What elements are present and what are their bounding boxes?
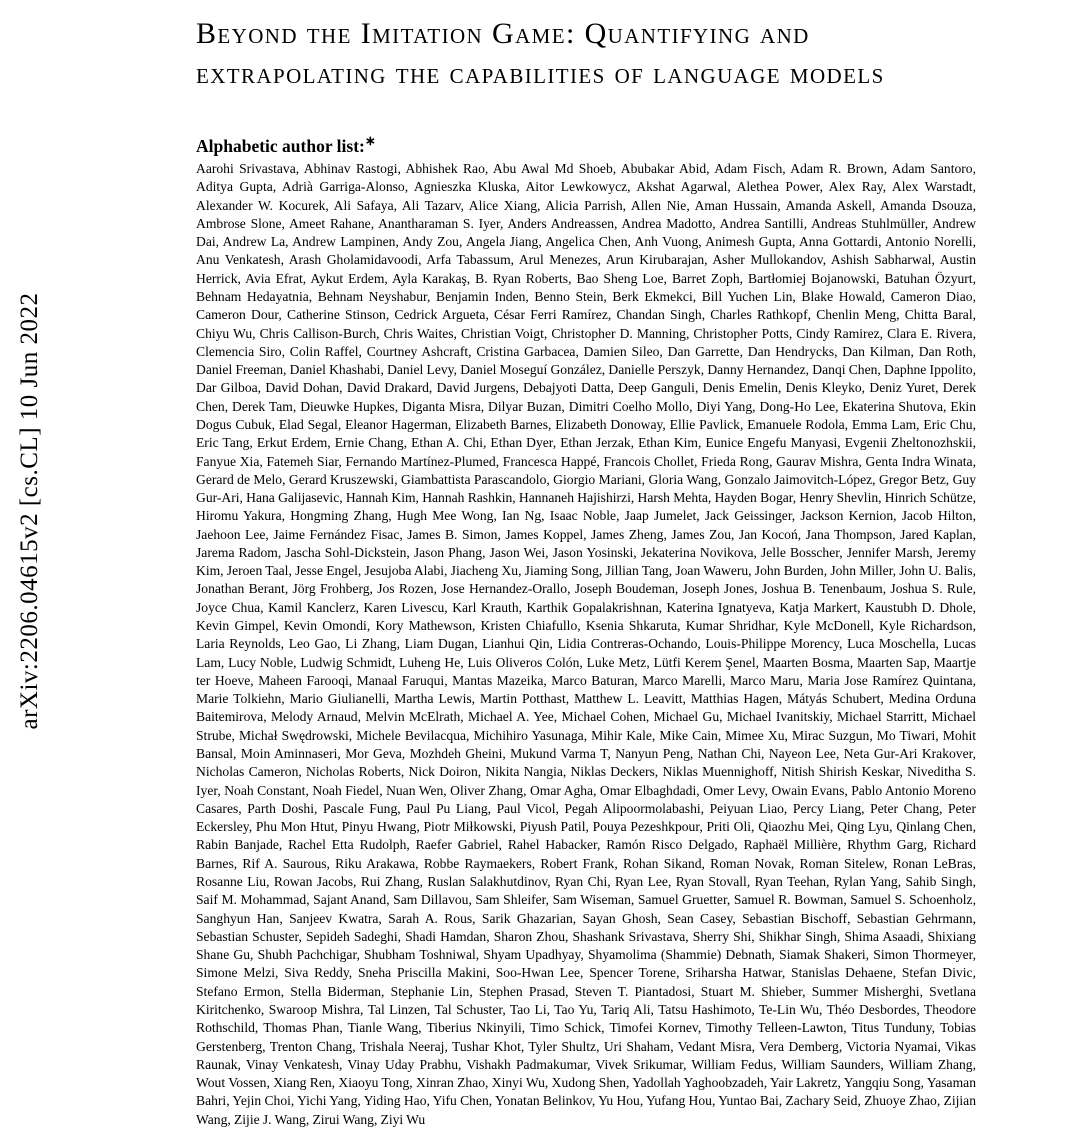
footnote-marker: ∗: [364, 133, 376, 149]
page-title: Beyond the Imitation Game: Quantifying and extrapolating the capabilities of language models: [196, 17, 885, 90]
authors-list: Aarohi Srivastava, Abhinav Rastogi, Abhishek Rao, Abu Awal Md Shoeb, Abubakar Abid, Adam Fisch, Adam R. Brown, Adam Santoro, Aditya Gupta, Adrià Garriga-Alonso, Agnieszka Kluska, Aitor Lewkowycz, Akshat Agarwal, Alethea Power, Alex Ray, Alex Warstadt, Alexander W. Kocurek, Ali Safaya, Ali Tazarv, Alice Xiang, Alicia Parrish, Allen Nie, Aman Hussain, Amanda Askell, Amanda Dsouza, Ambrose Slone, Ameet Rahane, Anantharaman S. Iyer, Anders Andreassen, Andrea Madotto, Andrea Santilli, Andreas Stuhlmüller, Andrew Dai, Andrew La, Andrew Lampinen, Andy Zou, Angela Jiang, Angelica Chen, Anh Vuong, Animesh Gupta, Anna Gottardi, Antonio Norelli, Anu Venkatesh, Arash Gholamidavoodi, Arfa Tabassum, Arul Menezes, Arun Kirubarajan, Asher Mullokandov, Ashish Sabharwal, Austin Herrick, Avia Efrat, Aykut Erdem, Ayla Karakaş, B. Ryan Roberts, Bao Sheng Loe, Barret Zoph, Bartłomiej Bojanowski, Batuhan Özyurt, Behnam Hedayatnia, Behnam Neyshabur, Benjamin Inden, Benno Stein, Berk Ekmekci, Bill Yuchen Lin, Blake Howald, Cameron Diao, Cameron Dour, Catherine Stinson, Cedrick Argueta, César Ferri Ramírez, Chandan Singh, Charles Rathkopf, Chenlin Meng, Chitta Baral, Chiyu Wu, Chris Callison-Burch, Chris Waites, Christian Voigt, Christopher D. Manning, Christopher Potts, Cindy Ramirez, Clara E. Rivera, Clemencia Siro, Colin Raffel, Courtney Ashcraft, Cristina Garbacea, Damien Sileo, Dan Garrette, Dan Hendrycks, Dan Kilman, Dan Roth, Daniel Freeman, Daniel Khashabi, Daniel Levy, Daniel Moseguí González, Danielle Perszyk, Danny Hernandez, Danqi Chen, Daphne Ippolito, Dar Gilboa, David Dohan, David Drakard, David Jurgens, Debajyoti Datta, Deep Ganguli, Denis Emelin, Denis Kleyko, Deniz Yuret, Derek Chen, Derek Tam, Dieuwke Hupkes, Diganta Misra, Dilyar Buzan, Dimitri Coelho Mollo, Diyi Yang, Dong-Ho Lee, Ekaterina Shutova, Ekin Dogus Cubuk, Elad Segal, Eleanor Hagerman, Elizabeth Barnes, Elizabeth Donoway, Ellie Pavlick, Emanuele Rodola, Emma Lam, Eric Chu, Eric Tang, Erkut Erdem, Ernie Chang, Ethan A. Chi, Ethan Dyer, Ethan Jerzak, Ethan Kim, Eunice Engefu Manyasi, Evgenii Zheltonozhskii, Fanyue Xia, Fatemeh Siar, Fernando Martínez-Plumed, Francesca Happé, Francois Chollet, Frieda Rong, Gaurav Mishra, Genta Indra Winata, Gerard de Melo, Gerard Kruszewski, Giambattista Parascandolo, Giorgio Mariani, Gloria Wang, Gonzalo Jaimovitch-López, Gregor Betz, Guy Gur-Ari, Hana Galijasevic, Hannah Kim, Hannah Rashkin, Hannaneh Hajishirzi, Harsh Mehta, Hayden Bogar, Henry Shevlin, Hinrich Schütze, Hiromu Yakura, Hongming Zhang, Hugh Mee Wong, Ian Ng, Isaac Noble, Jaap Jumelet, Jack Geissinger, Jackson Kernion, Jacob Hilton, Jaehoon Lee, Jaime Fernández Fisac, James B. Simon, James Koppel, James Zheng, James Zou, Jan Kocoń, Jana Thompson, Jared Kaplan, Jarema Radom, Jascha Sohl-Dickstein, Jason Phang, Jason Wei, Jason Yosinski, Jekaterina Novikova, Jelle Bosscher, Jennifer Marsh, Jeremy Kim, Jeroen Taal, Jesse Engel, Jesujoba Alabi, Jiacheng Xu, Jiaming Song, Jillian Tang, Joan Waweru, John Burden, John Miller, John U. Balis, Jonathan Berant, Jörg Frohberg, Jos Rozen, Jose Hernandez-Orallo, Joseph Boudeman, Joseph Jones, Joshua B. Tenenbaum, Joshua S. Rule, Joyce Chua, Kamil Kanclerz, Karen Livescu, Karl Krauth, Karthik Gopalakrishnan, Katerina Ignatyeva, Katja Markert, Kaustubh D. Dhole, Kevin Gimpel, Kevin Omondi, Kory Mathewson, Kristen Chiafullo, Ksenia Shkaruta, Kumar Shridhar, Kyle McDonell, Kyle Richardson, Laria Reynolds, Leo Gao, Li Zhang, Liam Dugan, Lianhui Qin, Lidia Contreras-Ochando, Louis-Philippe Morency, Luca Moschella, Lucas Lam, Lucy Noble, Ludwig Schmidt, Luheng He, Luis Oliveros Colón, Luke Metz, Lütfi Kerem Şenel, Maarten Bosma, Maarten Sap, Maartje ter Hoeve, Maheen Farooqi, Manaal Faruqui, Mantas Mazeika, Marco Baturan, Marco Marelli, Marco Maru, Maria Jose Ramírez Quintana, Marie Tolkiehn, Mario Giulianelli, Martha Lewis, Martin Potthast, Matthew L. Leavitt, Matthias Hagen, Mátyás Schubert, Medina Orduna Baitemirova, Melody Arnaud, Melvin McElrath, Michael A. Yee, Michael Cohen, Michael Gu, Michael Ivanitskiy, Michael Starritt, Michael Strube, Michał Swędrowski, Michele Bevilacqua, Michihiro Yasunaga, Mihir Kale, Mike Cain, Mimee Xu, Mirac Suzgun, Mo Tiwari, Mohit Bansal, Moin Aminnaseri, Mor Geva, Mozhdeh Gheini, Mukund Varma T, Nanyun Peng, Nathan Chi, Nayeon Lee, Neta Gur-Ari Krakover, Nicholas Cameron, Nicholas Roberts, Nick Doiron, Nikita Nangia, Niklas Deckers, Niklas Muennighoff, Nitish Shirish Keskar, Niveditha S. Iyer, Noah Constant, Noah Fiedel, Nuan Wen, Oliver Zhang, Omar Agha, Omar Elbaghdadi, Omer Levy, Owain Evans, Pablo Antonio Moreno Casares, Parth Doshi, Pascale Fung, Paul Pu Liang, Paul Vicol, Pegah Alipoormolabashi, Peiyuan Liao, Percy Liang, Peter Chang, Peter Eckersley, Phu Mon Htut, Pinyu Hwang, Piotr Miłkowski, Piyush Patil, Pouya Pezeshkpour, Priti Oli, Qiaozhu Mei, Qing Lyu, Qinlang Chen, Rabin Banjade, Rachel Etta Rudolph, Raefer Gabriel, Rahel Habacker, Ramón Risco Delgado, Raphaël Millière, Rhythm Garg, Richard Barnes, Rif A. Saurous, Riku Arakawa, Robbe Raymaekers, Robert Frank, Rohan Sikand, Roman Novak, Roman Sitelew, Ronan LeBras, Rosanne Liu, Rowan Jacobs, Rui Zhang, Ruslan Salakhutdinov, Ryan Chi, Ryan Lee, Ryan Stovall, Ryan Teehan, Rylan Yang, Sahib Singh, Saif M. Mohammad, Sajant Anand, Sam Dillavou, Sam Shleifer, Sam Wiseman, Samuel Gruetter, Samuel R. Bowman, Samuel S. Schoenholz, Sanghyun Han, Sanjeev Kwatra, Sarah A. Rous, Sarik Ghazarian, Sayan Ghosh, Sean Casey, Sebastian Bischoff, Sebastian Gehrmann, Sebastian Schuster, Sepideh Sadeghi, Shadi Hamdan, Sharon Zhou, Shashank Srivastava, Sherry Shi, Shikhar Singh, Shima Asaadi, Shixiang Shane Gu, Shubh Pachchigar, Shubham Toshniwal, Shyam Upadhyay, Shyamolima (Shammie) Debnath, Siamak Shakeri, Simon Thormeyer, Simone Melzi, Siva Reddy, Sneha Priscilla Makini, Soo-Hwan Lee, Spencer Torene, Sriharsha Hatwar, Stanislas Dehaene, Stefan Divic, Stefano Ermon, Stella Biderman, Stephanie Lin, Stephen Prasad, Steven T. Piantadosi, Stuart M. Shieber, Summer Misherghi, Svetlana Kiritchenko, Swaroop Mishra, Tal Linzen, Tal Schuster, Tao Li, Tao Yu, Tariq Ali, Tatsu Hashimoto, Te-Lin Wu, Théo Desbordes, Theodore Rothschild, Thomas Phan, Tianle Wang, Tiberius Nkinyili, Timo Schick, Timofei Kornev, Timothy Telleen-Lawton, Titus Tunduny, Tobias Gerstenberg, Trenton Chang, Trishala Neeraj, Tushar Khot, Tyler Shultz, Uri Shaham, Vedant Misra, Vera Demberg, Victoria Nyamai, Vikas Raunak, Vinay Venkatesh, Vinay Uday Prabhu, Vishakh Padmakumar, Vivek Srikumar, William Fedus, William Saunders, William Zhang, Wout Vossen, Xiang Ren, Xiaoyu Tong, Xinran Zhao, Xinyi Wu, Xudong Shen, Yadollah Yaghoobzadeh, Yair Lakretz, Yangqiu Song, Yasaman Bahri, Yejin Choi, Yichi Yang, Yiding Hao, Yifu Chen, Yonatan Belinkov, Yu Hou, Yufang Hou, Yuntao Bai, Zachary Seid, Zhuoye Zhao, Zijian Wang, Zijie J. Wang, Zirui Wang, Ziyi Wu: [196, 161, 976, 1127]
arxiv-identifier-stamp: [0, 0, 60, 1021]
authors-heading: [196, 133, 976, 157]
paper-content-column: [196, 0, 996, 1127]
arxiv-identifier-text: arXiv:2206.04615v2 [cs.CL] 10 Jun 2022: [16, 291, 43, 730]
authors-heading-label: Alphabetic author list:: [196, 136, 365, 157]
authors-section: [196, 133, 976, 1129]
